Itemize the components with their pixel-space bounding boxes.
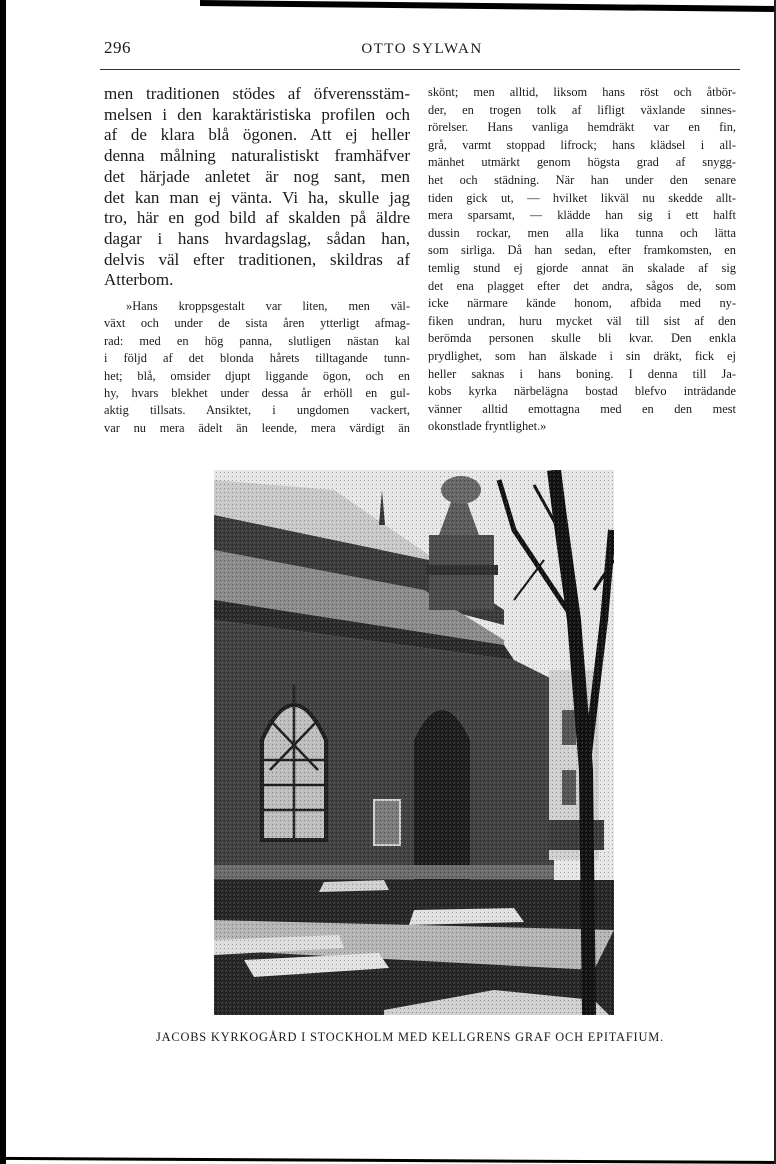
text-line: het och städning. När han under den senare <box>428 172 736 187</box>
text-line: denna målning naturalistiskt framhäfver <box>104 146 410 166</box>
text-line: delvis väl efter traditionen, skildras af <box>104 249 410 269</box>
text-line: aktig tillsats. Ansiktet, i ungdomen vackert, <box>104 403 410 418</box>
text-line: men traditionen stödes af öfverensstäm- <box>104 84 410 103</box>
left-column-quote <box>104 298 410 437</box>
text-line: af de klara blå ögonen. Att ej heller <box>104 125 410 145</box>
text-line: prydlighet, som han älskade i sin dräkt, fick ej <box>428 348 736 363</box>
text-line: det härjade anletet är nog sant, men <box>104 166 410 186</box>
text-line: vänner alltid emottagna med en den mest <box>428 401 736 416</box>
text-line: hy, hvars blekhet under dessa år erhöll en gul- <box>104 386 410 401</box>
text-line: rörelser. Hans vanliga hemdräkt var en fin, <box>428 120 736 135</box>
text-line: det ena plagget efter det andra, sågos de, som <box>428 278 736 293</box>
scan-edge-left <box>0 0 6 1164</box>
text-line: icke närmare kände honom, afbida med ny- <box>428 296 736 311</box>
church-photo-illustration <box>214 470 614 1015</box>
text-line: der, en trogen tolk af lifligt växlande sinnes- <box>428 102 736 117</box>
text-line: »Hans kroppsgestalt var liten, men väl- <box>126 299 410 313</box>
running-title: OTTO SYLWAN <box>361 41 483 57</box>
text-line: fiken undran, huru mycket väl till sist af den <box>428 313 736 328</box>
text-line: mänhet utmärkt genom högsta grad af snygg- <box>428 155 736 170</box>
text-line: temlig stund ej gjorde annat än skalade af sig <box>428 260 736 275</box>
paragraph <box>104 84 410 291</box>
text-line: okonstlade fryntlighet.» <box>428 419 547 434</box>
quote-paragraph <box>428 84 736 436</box>
text-line: tiden gick ut, — hvilket likväl nu skedde allt- <box>428 190 736 205</box>
left-column-body <box>104 84 410 291</box>
text-line: växt och under de sista åren ytterligt afmag- <box>104 316 410 331</box>
right-column-quote <box>428 84 736 436</box>
text-line: i följd af det blonda hårets tilltagande tunn- <box>104 351 410 366</box>
text-line: rad: med en hög panna, slutligen nästan kal <box>104 333 410 348</box>
figure-caption: JACOBS KYRKOGÅRD I STOCKHOLM MED KELLGRENS GRAF OCH EPITAFIUM. <box>156 1030 664 1044</box>
text-line: var nu mera ädelt än leende, mera värdigt än <box>104 420 410 435</box>
quote-paragraph <box>104 298 410 437</box>
church-photograph <box>214 470 614 1015</box>
header-rule <box>100 69 740 70</box>
text-line: melsen i den karaktäristiska profilen och <box>104 104 410 124</box>
text-line: berömda personen skulle bli kvar. Den enkla <box>428 331 736 346</box>
text-line: tro, här en god bild af skalden på äldre <box>104 208 410 228</box>
text-line: skönt; men alltid, liksom hans röst och åtbör- <box>428 85 736 99</box>
text-line: dagar i hans hvardagslag, sådan han, <box>104 228 410 248</box>
text-line: som sirliga. Då han sedan, efter framkomsten, en <box>428 243 736 258</box>
scan-edge-bottom <box>0 1157 776 1164</box>
text-line: heller saknas i hans boning. I denna till Ja- <box>428 366 736 381</box>
running-head <box>104 38 740 70</box>
text-line: kobs kyrka närbelägna bostad blefvo inträdande <box>428 384 736 399</box>
text-line: det kan man ej vänta. Vi ha, skulle jag <box>104 187 410 207</box>
text-line: grå, varmt stoppad lifrock; hans klädsel i all- <box>428 137 736 152</box>
text-line: Atterbom. <box>104 270 174 290</box>
scan-edge-top <box>200 0 776 12</box>
text-line: mera sparsamt, — klädde han sig i ett halft <box>428 208 736 223</box>
text-line: dussin rockar, men alla lika tunna och lätta <box>428 225 736 240</box>
text-line: het; blå, omsider djupt liggande ögon, och en <box>104 368 410 383</box>
page-number: 296 <box>104 38 131 57</box>
